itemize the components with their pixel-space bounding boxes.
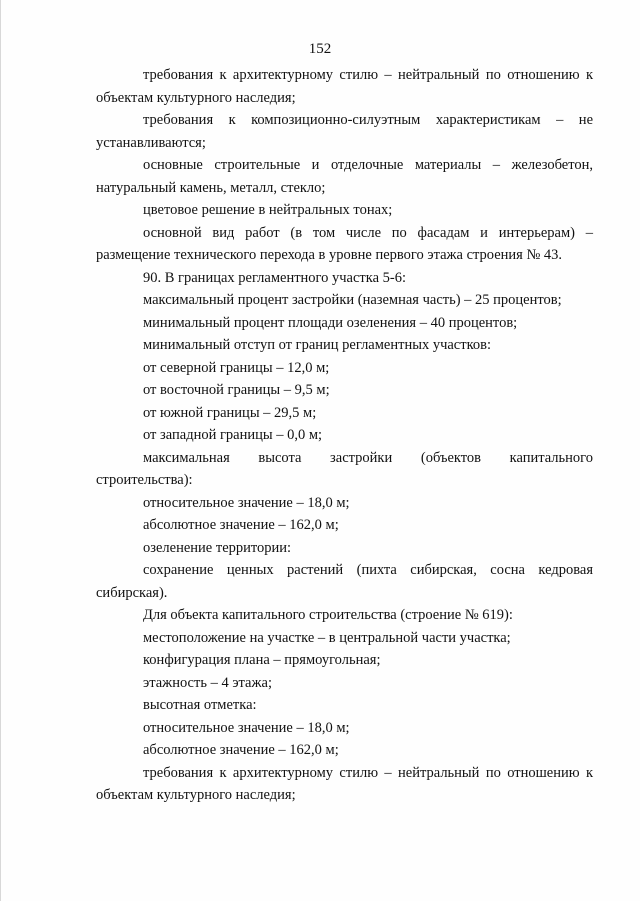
paragraph: максимальная высота застройки (объектов капитального строительства): <box>96 449 593 488</box>
paragraph: требования к архитектурному стилю – нейтральный по отношению к объектам культурного наследия; <box>96 764 593 803</box>
paragraph: абсолютное значение – 162,0 м; <box>143 742 339 758</box>
paragraph: от северной границы – 12,0 м; <box>143 359 330 376</box>
document-body <box>96 64 593 807</box>
paragraph: озеленение территории: <box>143 539 292 556</box>
paragraph: Для объекта капитального строительства (строение № 619): <box>143 607 513 623</box>
paragraph: от южной границы – 29,5 м; <box>143 404 317 421</box>
page-number: 152 <box>308 41 332 57</box>
paragraph: этажность – 4 этажа; <box>143 674 272 691</box>
scan-edge <box>0 0 1 901</box>
paragraph: требования к композиционно-силуэтным характеристикам – не устанавливаются; <box>96 112 593 151</box>
paragraph: основной вид работ (в том числе по фасадам и интерьерам) – размещение технического перехода в уровне первого этажа строения № 43. <box>96 224 593 263</box>
paragraph: абсолютное значение – 162,0 м; <box>143 517 339 533</box>
paragraph: конфигурация плана – прямоугольная; <box>143 652 381 668</box>
paragraph: сохранение ценных растений (пихта сибирская, сосна кедровая сибирская). <box>96 562 593 601</box>
paragraph: цветовое решение в нейтральных тонах; <box>143 202 393 218</box>
paragraph: относительное значение – 18,0 м; <box>143 719 350 736</box>
paragraph: максимальный процент застройки (наземная часть) – 25 процентов; <box>143 292 562 308</box>
paragraph: 90. В границах регламентного участка 5-6: <box>143 269 407 286</box>
paragraph: от восточной границы – 9,5 м; <box>143 382 330 398</box>
paragraph: минимальный процент площади озеленения – 40 процентов; <box>143 314 518 331</box>
paragraph: высотная отметка: <box>143 697 257 713</box>
paragraph: требования к архитектурному стилю – нейтральный по отношению к объектам культурного наследия; <box>96 67 593 106</box>
paragraph: основные строительные и отделочные материалы – железобетон, натуральный камень, металл, стекло; <box>96 157 593 196</box>
paragraph: минимальный отступ от границ регламентных участков: <box>143 337 492 353</box>
paragraph: от западной границы – 0,0 м; <box>143 427 323 443</box>
paragraph: местоположение на участке – в центральной части участка; <box>143 629 511 646</box>
paragraph: относительное значение – 18,0 м; <box>143 494 350 511</box>
